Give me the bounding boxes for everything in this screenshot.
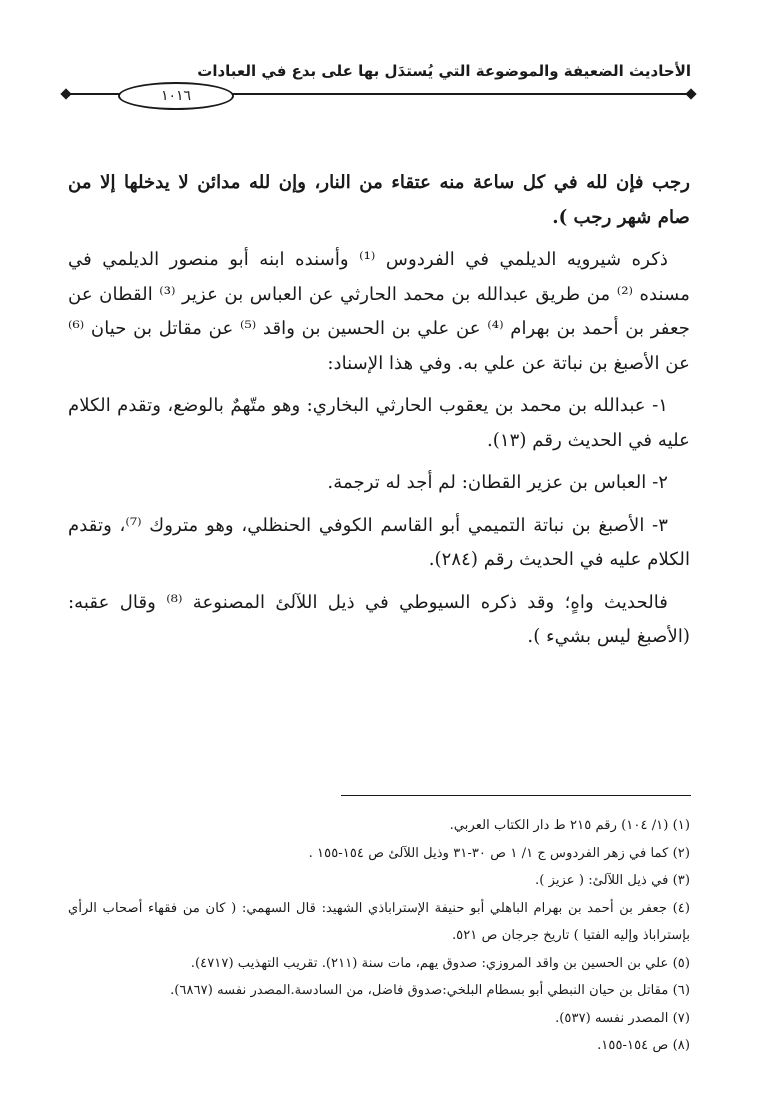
footnotes: [68, 812, 690, 1060]
narrator-note-3: ٣- الأصبغ بن نباتة التميمي أبو القاسم الكوفي الحنظلي، وهو متروك ⁽⁷⁾، وتقدم الكلام عليه في الحديث رقم (٢٨٤).: [68, 514, 690, 570]
footnote: (٤) جعفر بن أحمد بن بهرام الباهلي أبو حنيفة الإستراباذي الشهيد: قال السهمي: ( كان من فقهاء أصحاب الرأي بإستراباذ وإليه الفتيا ) تاريخ جرجان ص ٥٢١.: [68, 900, 690, 943]
diamond-ornament-left-icon: [60, 88, 71, 99]
main-text: [68, 166, 690, 663]
footnote: (١) (١/ ١٠٤) رقم ٢١٥ ط دار الكتاب العربي.: [449, 818, 690, 833]
page-header: [66, 62, 691, 102]
footnote: (٥) علي بن الحسين بن واقد المروزي: صدوق يهم، مات سنة (٢١١). تقريب التهذيب (٤٧١٧).: [190, 955, 690, 971]
footnote: (٨) ص ١٥٤-١٥٥.: [597, 1038, 690, 1053]
takhrij-paragraph: ذكره شيرويه الديلمي في الفردوس ⁽¹⁾ وأسنده ابنه أبو منصور الديلمي في مسنده ⁽²⁾ من طريق عبدالله بن محمد الحارثي عن العباس بن عزير ⁽³⁾ القطان عن جعفر بن أحمد بن بهرام ⁽⁴⁾ عن علي بن الحسين بن واقد ⁽⁵⁾ عن مقاتل بن حيان ⁽⁶⁾ عن الأصبغ بن نباتة عن علي به. وفي هذا الإسناد:: [68, 249, 690, 374]
footnote: (٢) كما في زهر الفردوس ج ١/ ١ ص ٣٠-٣١ وذيل اللآلئ ص ١٥٤-١٥٥ .: [308, 845, 690, 861]
hadith-text-continuation: رجب فإن لله في كل ساعة منه عتقاء من النار، وإن لله مدائن لا يدخلها إلا من صام شهر رجب ).: [68, 172, 690, 228]
narrator-note-2: ٢- العباس بن عزير القطان: لم أجد له ترجمة.: [327, 472, 668, 493]
footnote-separator: [341, 795, 691, 796]
footnote: (٦) مقاتل بن حيان النبطي أبو بسطام البلخي:صدوق فاضل، من السادسة.المصدر نفسه (٦٨٦٧).: [170, 983, 690, 998]
narrator-note-1: ١- عبدالله بن محمد بن يعقوب الحارثي البخاري: وهو متّهمٌ بالوضع، وتقدم الكلام عليه في الحديث رقم (١٣).: [68, 395, 690, 451]
page-number-oval: [118, 82, 234, 110]
footnote: (٣) في ذيل اللآلئ: ( عزيز ).: [535, 873, 690, 888]
diamond-ornament-right-icon: [685, 88, 696, 99]
running-title: الأحاديث الضعيفة والموضوعة التي يُستدَل بها على بدع في العبادات: [197, 62, 691, 80]
footnote: (٧) المصدر نفسه (٥٣٧).: [555, 1010, 690, 1026]
verdict-paragraph: فالحديث واهٍ؛ وقد ذكره السيوطي في ذيل اللآلئ المصنوعة ⁽⁸⁾ وقال عقبه: (الأصبغ ليس بشيء ).: [68, 591, 690, 647]
page-number: ١٠١٦: [160, 88, 192, 104]
